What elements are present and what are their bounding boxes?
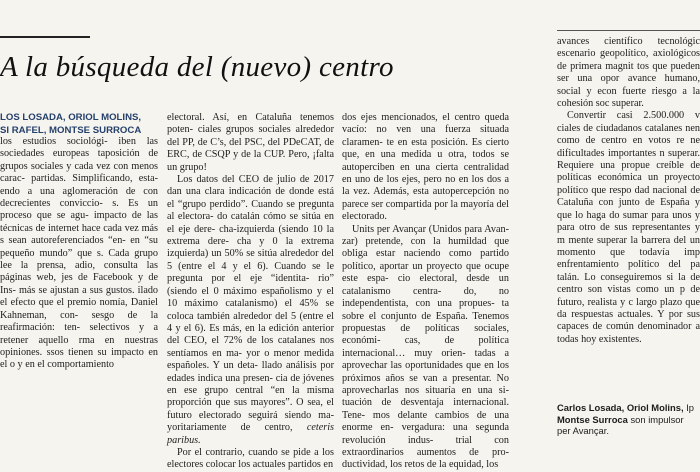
text-line: selectivos y a retener aquello [0, 322, 158, 346]
signature-role: son impulsor [630, 413, 684, 425]
text-line: Convertir casi 2.500.000 v [567, 110, 700, 122]
paragraph [0, 136, 158, 372]
text-line: ciales de ciudadanos catalanes [557, 122, 683, 134]
byline [0, 112, 158, 137]
text-line: ilado el efecto que el premio [0, 284, 159, 309]
text-line: do, no independentista, con una propues- [342, 285, 510, 310]
text-line: ta sobre el conjunto de España. Tenemos [342, 298, 509, 322]
text-line: yor o menor medida españoles. Y un deta- [167, 347, 335, 372]
text-line: fuerte riesgo a la cohesión soc [557, 85, 700, 110]
text-line: zar) pretende, con la humildad que obliga [342, 236, 509, 260]
text-line: rma en nuestras opiniones. [0, 334, 159, 358]
text-line: C’s, del PSC, del PDeCAT, de ERC, de CSQP [167, 136, 335, 161]
text-line: en “su pequeño mundo” que [0, 235, 159, 259]
paragraph [342, 224, 509, 472]
text-line: aportar un proyecto que ocupe este espa- [342, 260, 509, 285]
text-line: vacío: no ven una fuerza situada claramen- [342, 124, 509, 148]
text-line: Por el contrario, cuando se pide a los [177, 446, 334, 458]
text-line: dad nacional de Cataluña con [557, 184, 700, 209]
text-line: autopercepción no parece ser compartida [342, 186, 509, 210]
text-line: actuales. Y por sus capaces de [557, 308, 700, 333]
text-line: axiológicos de primera magnit [557, 48, 700, 72]
text-line: mos delante cambios de una enorme en- [342, 409, 510, 434]
text-line: electores colocar los actuales partidos en [167, 459, 334, 471]
text-line: internet hace cada vez más [47, 222, 158, 234]
text-line: mente superar la barrera del [568, 234, 687, 246]
text-line: superar. Requiere una propue [557, 147, 700, 172]
text-column-3 [342, 112, 510, 471]
text-line: una clara indicación de donde está el “grupo [167, 186, 335, 210]
text-line: enfrentamiento político del pa [557, 259, 700, 271]
text-line: taposición de grupos sociales [0, 148, 158, 172]
text-line: dos ejes mencionados, el centro queda [342, 112, 509, 123]
author-signature [557, 402, 700, 437]
text-line: en los próximos años se van a presentar. [342, 360, 509, 384]
text-line: cia de jóvenes en ese grupo central “en la [167, 372, 335, 396]
text-line: de futuro, realista y c [557, 284, 700, 308]
text-line: medida u otra, todos se autoperciben en [342, 149, 509, 173]
text-line: misma proporción que sus mayores”. O [167, 384, 335, 409]
text-column-2 [167, 112, 335, 471]
text-line: sitúa alrededor del 5 (entre el 4 y el 6). [167, 248, 335, 272]
text-line: No aprovecharlas nos situaría en una si- [342, 372, 509, 396]
text-line: rio” (siendo el 0 máximo españolismo y el [167, 273, 335, 297]
text-line: perdido”. Cuando se pregunta al electora- [167, 198, 334, 223]
text-line: junto de España y que lo haga [557, 197, 700, 221]
text-line: yoritariamente de centro, [167, 422, 293, 434]
paragraph [557, 110, 700, 346]
text-line: hoy existentes. [581, 333, 642, 345]
text-line: avances científico tecnológic [557, 36, 700, 47]
text-line: llado análisis por edades indica una presen- [167, 360, 334, 384]
text-line: sea, el futuro electorado seguirá siendo ma- [167, 397, 335, 421]
paragraph [167, 112, 334, 174]
text-line: superar. [611, 98, 644, 110]
text-line: ceteris paribus. [167, 422, 335, 446]
text-line: endo a una aglomeración de [0, 185, 136, 197]
text-line: con decrecientes conviccio- [0, 185, 159, 210]
top-rule-left [0, 36, 90, 38]
byline-line: LOS LOSADA, ORIOL MOLINS, [0, 112, 142, 123]
text-line: creíble de políticas económica [557, 160, 700, 184]
text-line: vergadura: una segunda revolución indus- [342, 422, 510, 446]
paragraph [167, 447, 334, 472]
text-line: te en esta posición. Es cierto que, en una [342, 136, 509, 161]
signature-name: Montse Surroca [557, 413, 628, 425]
text-line: nen como de centro en votos re [557, 122, 700, 147]
text-line: s. Cada grupo lee la prensa, [0, 247, 158, 272]
text-line: sesgo de la reafirmación: ten- [0, 309, 159, 334]
text-line: s. Es un proceso que se agu- [0, 198, 159, 222]
text-line: nomía, Daniel Kahneman, con- [0, 297, 159, 321]
text-line: ductividad, los retos de la equidad, los [342, 459, 499, 471]
text-line: cha-izquierda (siendo 10 la extrema dere- [167, 223, 334, 248]
text-line: Es más, en la edición anterior del CEO, el [167, 322, 335, 347]
text-line: do catalán cómo se sitúa en el eje dere- [167, 211, 335, 235]
byline-line: SI RAFEL, MONTSE SURROCA [0, 124, 142, 136]
text-line: impacto de las técnicas de [0, 210, 159, 234]
text-line: adio, consulta las páginas web, [0, 260, 158, 284]
text-line: de sus representantes y m [557, 222, 700, 246]
text-line: iben las sociedades europeas [0, 136, 159, 160]
text-line: jes de Facebook y de Ins- [0, 272, 159, 296]
text-line: Units per Avançar (Unidos para Avan- [352, 223, 509, 235]
signature-names: Carlos Losada, Oriol Molins, [557, 402, 684, 413]
paragraph [342, 112, 509, 224]
text-line: pero no en los dos a la vez. Además, esta [342, 174, 509, 198]
text-line: un proyecto político que respo [557, 172, 700, 196]
text-line: partidas. Simplificando, esta- [31, 173, 159, 185]
text-line: más se ajustan a sus gustos. [18, 284, 135, 296]
text-line: una cierta centralidad en uno de los ejes, [342, 161, 509, 186]
text-line: electoral. Así, en Cataluña tenemos poten- [167, 112, 334, 136]
text-line: un momento que todavía imp [557, 234, 700, 258]
article-headline: A la búsqueda del (nuevo) centro [0, 51, 394, 83]
text-column-4 [557, 36, 700, 398]
text-line: ciales grupos sociales alrededor del PP, de [167, 124, 335, 148]
text-line: tos que pueden ser una opor [557, 60, 700, 85]
text-line: escenario geopolítico, [557, 48, 649, 60]
text-line: ne dificultades importantes n [557, 135, 700, 159]
text-line: tuación de desventaja internacional. Tene- [342, 397, 509, 421]
signature-cut: Ip [686, 402, 695, 413]
text-line: Cuando se le pregunta por el eje “identita- [167, 260, 334, 285]
text-line: de centro son vistas como un p [557, 271, 700, 296]
text-line: Los datos del CEO de julio de 2017 dan [167, 174, 334, 198]
text-line: do sumar para unos y para otro [557, 209, 700, 234]
paragraph [167, 174, 334, 447]
text-line: estar naciendo como partido político, [342, 248, 509, 272]
text-line: talán. Lo conseguiremos si la [557, 271, 686, 283]
text-line: 10 máximo catalanismo) el 45% se coloca [167, 298, 334, 322]
text-line: común denominador a todas [557, 321, 700, 345]
text-line: 72% de los catalanes nos sentíamos en ma- [167, 335, 334, 359]
text-line: propuestas de políticas sociales, económi- [342, 322, 509, 347]
text-line: cas, de política internacional… muy orien- [342, 335, 509, 359]
signature-role-2: per Avançar. [557, 425, 609, 436]
text-line: s sean autoreferenciados “en- [0, 235, 126, 247]
text-line: trial con extraordinarios aumentos de pro- [342, 434, 509, 458]
text-line: largo plazo que da respuestas [557, 296, 700, 320]
paragraph [557, 36, 700, 110]
text-line: también alrededor del 5 (entre el 4 y el 6). [167, 310, 334, 334]
text-line: cha y 0 la extrema izquierda) un 50% se [167, 236, 335, 260]
text-line: avance humano, social y econ [557, 73, 700, 97]
text-line: los estudios sociológi- [0, 136, 108, 147]
text-column-1 [0, 136, 158, 441]
text-line: y cada vez con menos carac- [0, 160, 159, 185]
text-line: por la mayoría del electorado. [342, 198, 509, 223]
text-line: ssos tienen su impacto en el [0, 346, 159, 371]
text-line: tadas a aprovechar las oportunidades que [342, 347, 509, 372]
text-line: y de la CUP. Pero, ¡falta un grupo! [167, 149, 334, 173]
text-line: o y en el comportamiento [9, 359, 115, 371]
top-rule-right [557, 30, 700, 31]
text-line: cio electoral, desde un catalanismo centra- [342, 273, 509, 297]
